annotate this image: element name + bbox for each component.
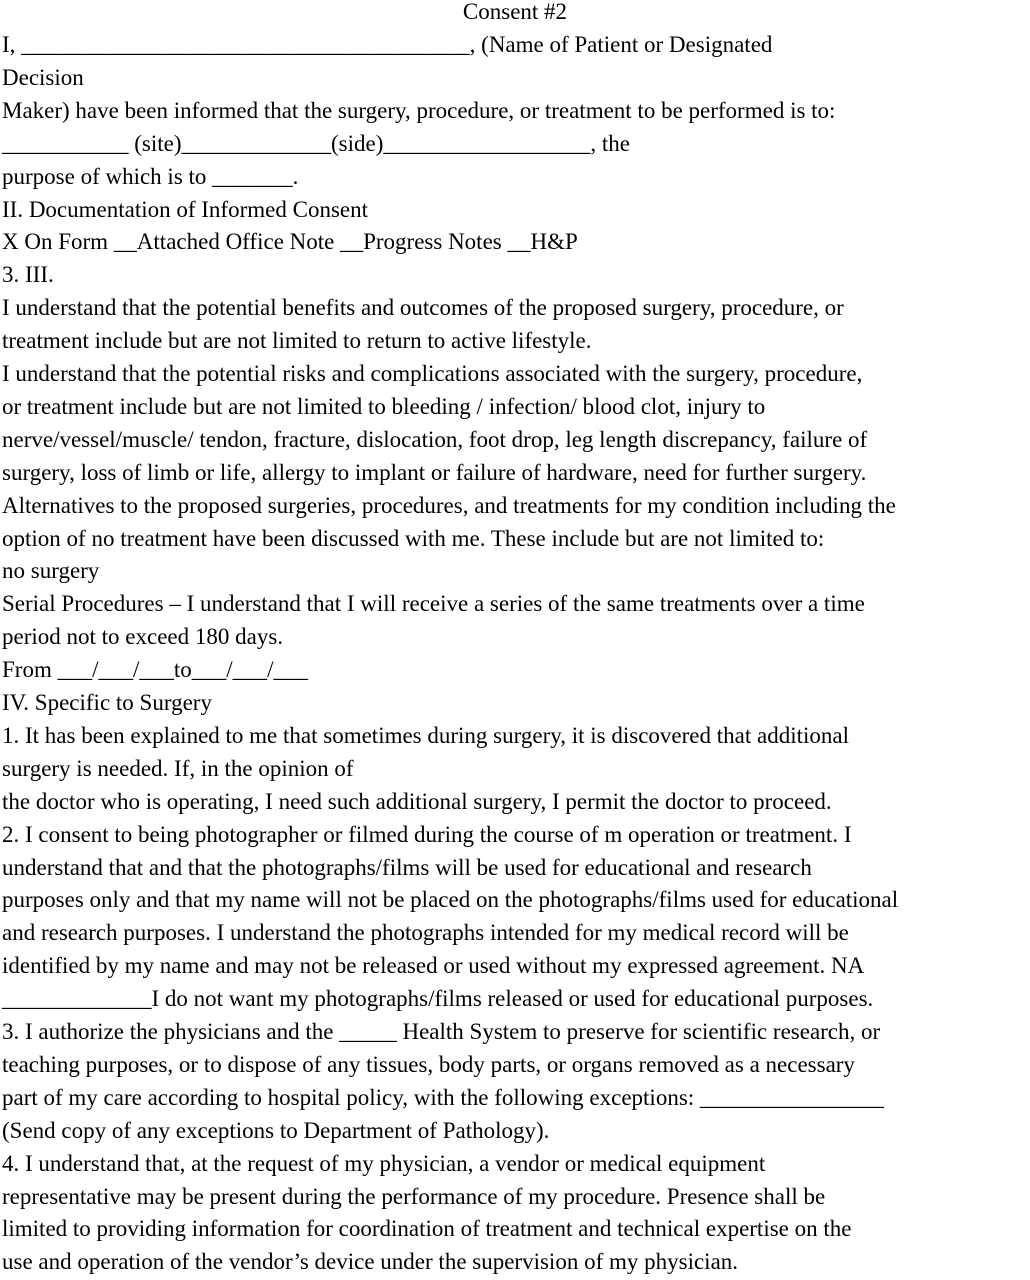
document-line: part of my care according to hospital policy, with the following exceptions: ________________ [2, 1084, 884, 1110]
document-line: I, _______________________________________, (Name of Patient or Designated [2, 32, 773, 57]
document-line: 3. I authorize the physicians and the _____ Health System to preserve for scientific research, or [2, 1019, 881, 1044]
document-title: Consent #2 [462, 0, 568, 24]
document-line: purposes only and that my name will not be placed on the photographs/films used for educational [2, 887, 899, 913]
document-line: use and operation of the vendor’s device under the supervision of my physician. [2, 1249, 739, 1275]
document-line: period not to exceed 180 days. [2, 624, 284, 650]
document-line: X On Form __Attached Office Note __Progress Notes __H&P [2, 229, 578, 255]
document-line: Serial Procedures – I understand that I will receive a series of the same treatments over a time [2, 591, 865, 617]
document-line: I understand that the potential benefits and outcomes of the proposed surgery, procedure, or [2, 295, 844, 321]
document-line: Decision [2, 64, 84, 90]
document-line: 1. It has been explained to me that sometimes during surgery, it is discovered that additional [2, 722, 849, 748]
document-line: representative may be present during the performance of my procedure. Presence shall be [2, 1183, 826, 1209]
document-line: nerve/vessel/muscle/ tendon, fracture, dislocation, foot drop, leg length discrepancy, failure of [2, 426, 868, 452]
document-line: Maker) have been informed that the surgery, procedure, or treatment to be performed is to: [2, 97, 836, 123]
document-line: (Send copy of any exceptions to Department of Pathology). [2, 1117, 550, 1143]
document-line: I understand that the potential risks and complications associated with the surgery, procedure, [2, 361, 863, 386]
document-line: no surgery [2, 558, 100, 584]
document-line: and research purposes. I understand the photographs intended for my medical record will be [2, 920, 849, 946]
document-line: IV. Specific to Surgery [2, 690, 212, 715]
document-line: treatment include but are not limited to return to active lifestyle. [2, 328, 592, 354]
document-line: 3. III. [2, 262, 54, 288]
document-line: surgery, loss of limb or life, allergy to implant or failure of hardware, need for further surgery. [2, 459, 867, 485]
document-line: _____________I do not want my photographs/films released or used for educational purposes. [2, 986, 874, 1012]
document-line: II. Documentation of Informed Consent [2, 196, 368, 222]
document-line: From ___/___/___to___/___/___ [2, 657, 309, 683]
document-line: the doctor who is operating, I need such additional surgery, I permit the doctor to proceed. [2, 788, 832, 814]
document-line: understand that and that the photographs/films will be used for educational and research [2, 854, 812, 880]
document-line: option of no treatment have been discussed with me. These include but are not limited to: [2, 525, 825, 551]
document-line: limited to providing information for coordination of treatment and technical expertise on the [2, 1216, 852, 1242]
document-line: Alternatives to the proposed surgeries, procedures, and treatments for my condition including the [2, 492, 896, 518]
document-line: 4. I understand that, at the request of my physician, a vendor or medical equipment [2, 1150, 766, 1176]
document-line: ___________ (site)_____________(side)__________________, the [2, 130, 630, 156]
document-line: identified by my name and may not be released or used without my expressed agreement. NA [2, 953, 865, 979]
document-line: surgery is needed. If, in the opinion of [2, 755, 354, 781]
document-line: or treatment include but are not limited to bleeding / infection/ blood clot, injury to [2, 393, 766, 419]
document-line: teaching purposes, or to dispose of any tissues, body parts, or organs removed as a necessary [2, 1051, 855, 1077]
document-line: purpose of which is to _______. [2, 163, 299, 189]
document-line: 2. I consent to being photographer or filmed during the course of m operation or treatment. I [2, 821, 852, 847]
